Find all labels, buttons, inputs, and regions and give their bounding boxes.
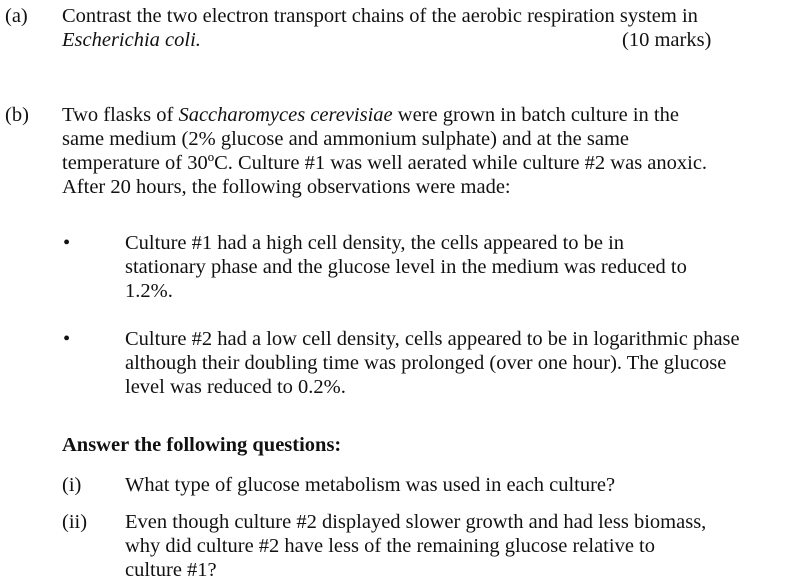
marks: (10 marks): [622, 29, 712, 51]
question-i: What type of glucose metabolism was used in each culture?: [125, 474, 616, 496]
part-b-line: same medium (2% glucose and ammonium sulphate) and at the same: [62, 128, 630, 150]
part-b-line: temperature of 30ºC. Culture #1 was well aerated while culture #2 was anoxic.: [62, 152, 708, 174]
bullet-icon: •: [63, 232, 71, 254]
part-a-question: [62, 4, 698, 52]
part-b-line: Two flasks of Saccharomyces cerevisiae were grown in batch culture in the: [62, 104, 679, 126]
part-a-line: Contrast the two electron transport chains of the aerobic respiration system in: [62, 5, 698, 27]
answer-heading: Answer the following questions:: [62, 434, 342, 456]
part-a-label: (a): [5, 5, 28, 27]
observation-1: Culture #1 had a high cell density, the cells appeared to be in stationary phase and the glucose level in the medium was reduced to 1.2%.: [125, 232, 687, 302]
part-b-line: After 20 hours, the following observations were made:: [62, 176, 511, 198]
part-b-label: (b): [5, 104, 29, 126]
question-ii-label: (ii): [62, 511, 88, 533]
bullet-icon: •: [63, 328, 71, 350]
part-b-intro: [62, 103, 707, 199]
question-ii: Even though culture #2 displayed slower growth and had less biomass, why did culture #2 have less of the remaining glucose relative to culture #1?: [125, 511, 707, 581]
question-i-label: (i): [62, 474, 82, 496]
species-name: Escherichia coli.: [62, 29, 201, 51]
observation-2: Culture #2 had a low cell density, cells appeared to be in logarithmic phase although their doubling time was prolonged (over one hour). The glucose level was reduced to 0.2%.: [125, 328, 740, 398]
